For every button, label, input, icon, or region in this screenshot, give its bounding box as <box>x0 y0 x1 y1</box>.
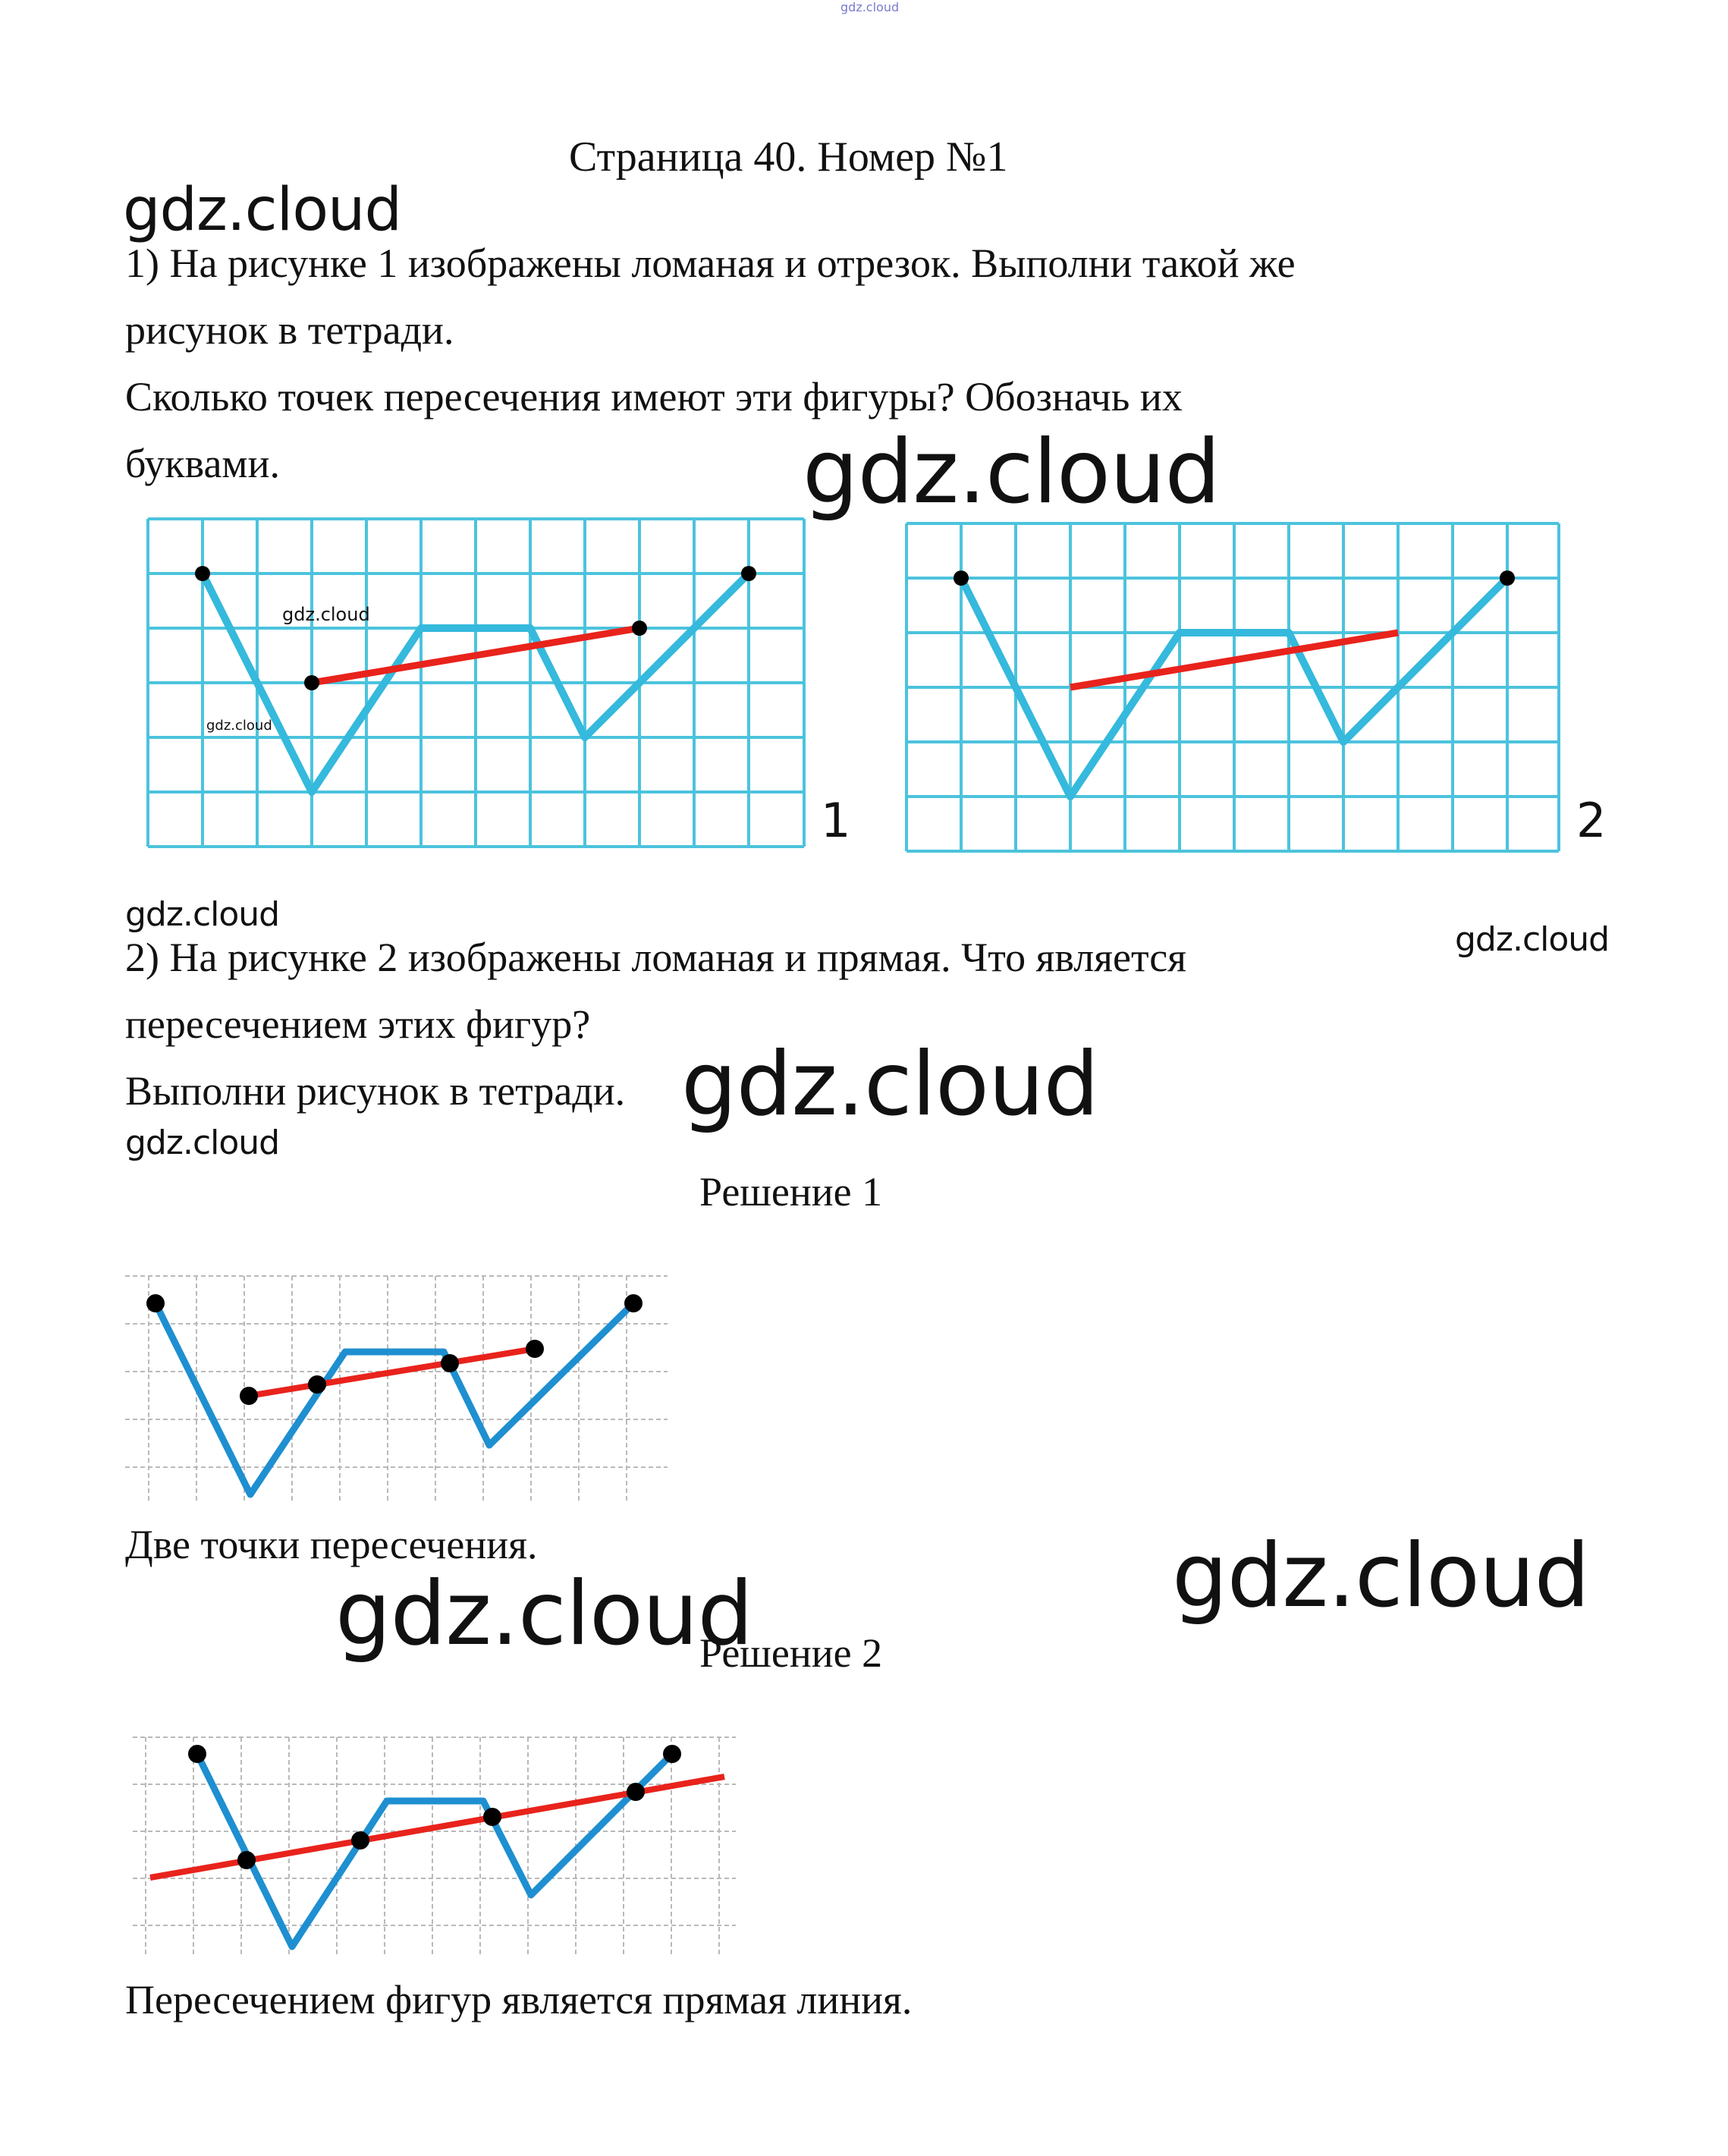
figure-1-number: 1 <box>821 793 851 848</box>
figure-1-watermark-b: gdz.cloud <box>206 718 272 734</box>
task2-line-3: Выполни рисунок в тетради. <box>125 1068 626 1114</box>
task1-line-3: Сколько точек пересечения имеют эти фигуры? Обозначь их <box>125 374 1183 420</box>
figure-1 <box>144 508 850 865</box>
watermark-5: gdz.cloud <box>681 1033 1099 1136</box>
task1-line-2: рисунок в тетради. <box>125 307 454 353</box>
solution-1-polyline <box>156 1303 633 1494</box>
watermark-8: gdz.cloud <box>335 1563 753 1665</box>
watermark-4: gdz.cloud <box>1455 920 1610 959</box>
task1-line-4: буквами. <box>125 441 280 486</box>
watermark-2: gdz.cloud <box>803 421 1221 523</box>
figure-2-grid <box>906 523 1559 851</box>
figure-1-grid <box>148 519 804 847</box>
task2-line-1: 2) На рисунке 2 изображены ломаная и прямая. Что является <box>125 935 1187 980</box>
solution-2-heading: Решение 2 <box>699 1630 883 1676</box>
solution-2-answer: Пересечением фигур является прямая линия. <box>125 1977 913 2022</box>
solution-1-heading: Решение 1 <box>699 1169 883 1215</box>
task1-line-1: 1) На рисунке 1 изображены ломаная и отрезок. Выполни такой же <box>125 240 1296 286</box>
watermark-6: gdz.cloud <box>125 1124 280 1162</box>
solution-2-grid <box>133 1737 736 1957</box>
figure-2-number: 2 <box>1576 793 1607 848</box>
solution-2-polyline <box>197 1754 672 1947</box>
solution-1-figure <box>121 1267 683 1510</box>
solution-1-answer: Две точки пересечения. <box>125 1522 538 1567</box>
figure-1-watermark-a: gdz.cloud <box>282 604 370 625</box>
top-watermark: gdz.cloud <box>840 0 900 14</box>
watermark-7: gdz.cloud <box>1172 1525 1590 1627</box>
watermark-3: gdz.cloud <box>125 895 280 934</box>
figure-2 <box>903 514 1585 863</box>
solution-1-grid <box>125 1276 668 1502</box>
task2-line-2: пересечением этих фигур? <box>125 1001 591 1047</box>
solution-2-figure <box>129 1730 751 1957</box>
watermark-1: gdz.cloud <box>123 176 401 244</box>
solution-2-points <box>188 1745 681 1869</box>
page-title: Страница 40. Номер №1 <box>569 134 1008 181</box>
